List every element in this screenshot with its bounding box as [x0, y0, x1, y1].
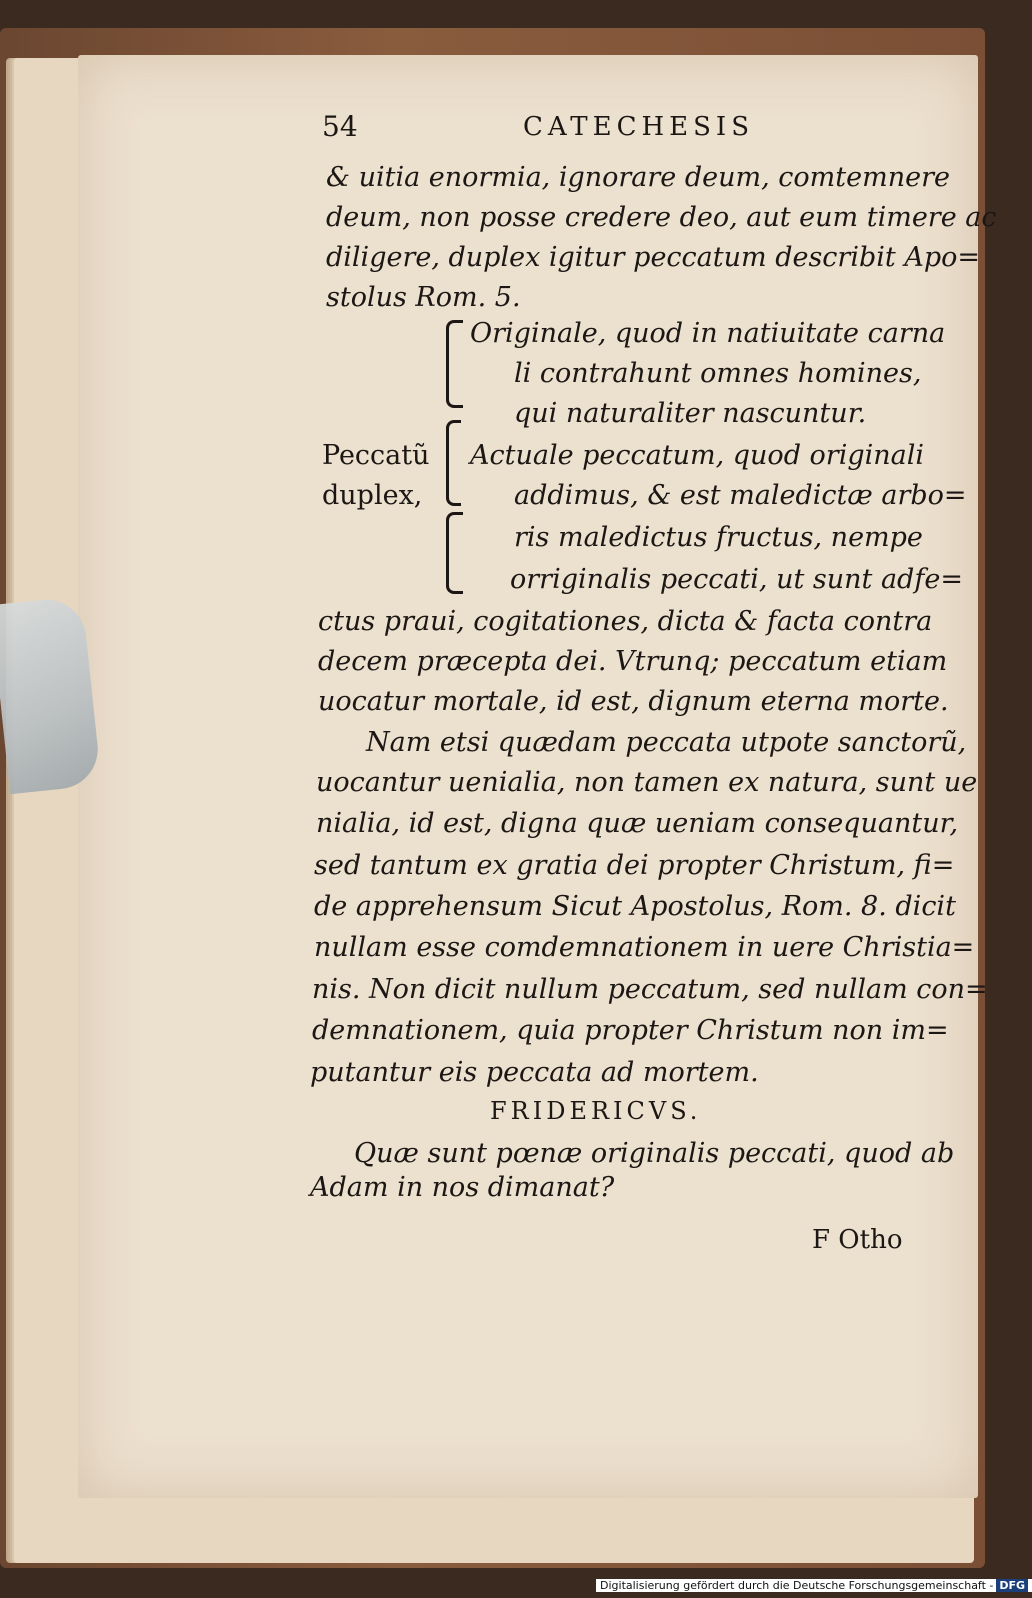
page-number: 54	[322, 110, 358, 143]
text-line: nis. Non dicit nullum peccatum, sed nullam con=	[312, 974, 988, 1005]
text-line: uocantur uenialia, non tamen ex natura, sunt ue	[316, 767, 978, 798]
credit-text: Digitalisierung gefördert durch die Deutsche Forschungsgemeinschaft -	[600, 1579, 994, 1592]
question-line: Quæ sunt pœnæ originalis peccati, quod ab	[354, 1138, 955, 1169]
text-line: nullam esse comdemnationem in uere Christia=	[314, 932, 975, 963]
brace-actuale	[446, 512, 463, 594]
text-line: demnationem, quia propter Christum non im=	[312, 1015, 949, 1046]
division-label: duplex,	[322, 480, 423, 511]
text-line: putantur eis peccata ad mortem.	[310, 1057, 759, 1088]
division-label: Peccatũ	[322, 440, 430, 471]
text-line: Nam etsi quædam peccata utpote sanctorũ,	[366, 727, 967, 758]
text-line: ctus praui, cogitationes, dicta & facta contra	[318, 606, 933, 637]
actuale-line: orriginalis peccati, ut sunt adfe=	[510, 564, 963, 595]
originale-line: qui naturaliter nascuntur.	[514, 398, 867, 429]
digitization-credit	[596, 1579, 1032, 1592]
originale-line: Originale, quod in natiuitate carna	[470, 318, 946, 349]
text-line: stolus Rom. 5.	[326, 282, 521, 313]
actuale-line: addimus, & est maledictæ arbo=	[514, 480, 967, 511]
running-title: CATECHESIS	[523, 112, 755, 142]
actuale-line: ris maledictus fructus, nempe	[514, 522, 923, 553]
text-line: uocatur mortale, id est, dignum eterna morte.	[318, 686, 949, 717]
text-line: decem præcepta dei. Vtrunq; peccatum etiam	[318, 646, 948, 677]
brace-originale	[446, 320, 463, 408]
text-line: sed tantum ex gratia dei propter Christum, fi=	[314, 850, 955, 881]
question-line: Adam in nos dimanat?	[310, 1172, 615, 1203]
dfg-logo: DFG	[996, 1579, 1028, 1592]
text-line: de apprehensum Sicut Apostolus, Rom. 8. dicit	[314, 891, 956, 922]
text-line: diligere, duplex igitur peccatum describit Apo=	[326, 242, 980, 273]
actuale-line: Actuale peccatum, quod originali	[470, 440, 925, 471]
catchword: F Otho	[812, 1225, 903, 1255]
originale-line: li contrahunt omnes homines,	[514, 358, 922, 389]
brace-middle	[446, 420, 461, 506]
text-line: deum, non posse credere deo, aut eum timere ac	[326, 202, 997, 233]
text-line: & uitia enormia, ignorare deum, comtemnere	[326, 162, 950, 193]
speaker-name: FRIDERICVS.	[490, 1097, 702, 1125]
text-line: nialia, id est, digna quæ ueniam consequantur,	[316, 808, 959, 839]
